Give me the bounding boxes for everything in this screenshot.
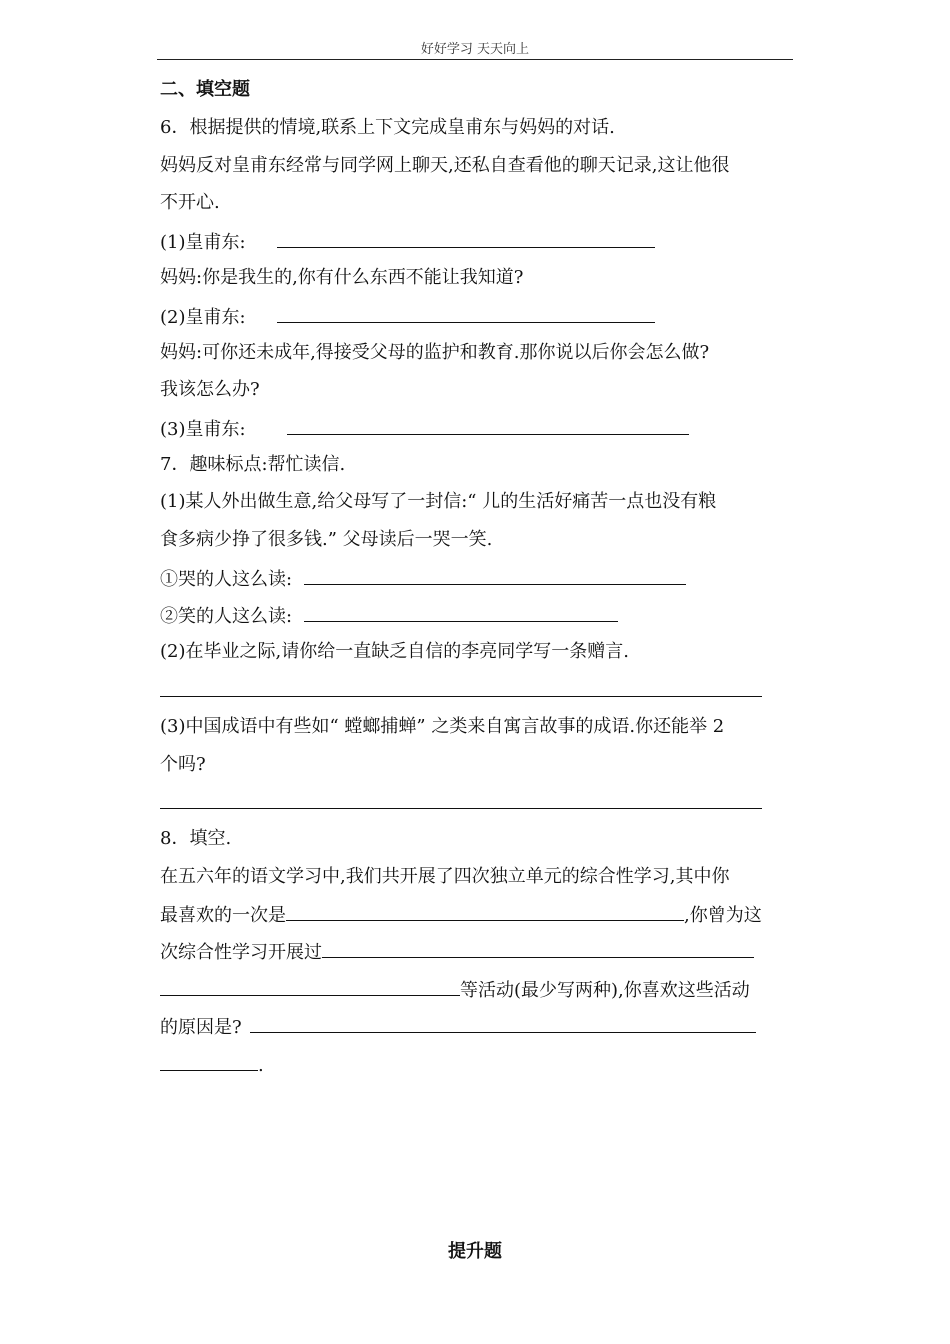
header-divider: [157, 59, 793, 60]
q7-part-1-line-1: (1)某人外出做生意,给父母写了一封信:“ 儿的生活好痛苦一点也没有粮: [160, 491, 717, 512]
q6-answer-2-blank[interactable]: [277, 304, 655, 323]
q7-cry-blank[interactable]: [304, 566, 686, 585]
q6-speaker-1-label: (1)皇甫东:: [160, 232, 246, 253]
q6-answer-1-blank[interactable]: [277, 229, 655, 248]
q8-favorite-label: 最喜欢的一次是: [160, 905, 286, 926]
q7-part-1-line-2: 食多病少挣了很多钱.” 父母读后一哭一笑.: [160, 529, 493, 550]
q6-mom-1: 妈妈:你是我生的,你有什么东西不能让我知道?: [160, 267, 524, 288]
q8-line-1: 在五六年的语文学习中,我们共开展了四次独立单元的综合性学习,其中你: [160, 866, 730, 887]
q8-line-4-text: 等活动(最少写两种),你喜欢这些活动: [460, 980, 750, 1001]
q8-activities-blank-1[interactable]: [322, 939, 754, 958]
q7-part-2-answer-blank[interactable]: [160, 696, 762, 697]
q7-part-2: (2)在毕业之际,请你给一直缺乏自信的李亮同学写一条赠言.: [160, 641, 629, 662]
q8-reason-blank-2[interactable]: [160, 1052, 258, 1071]
q8-line-4: [160, 977, 750, 1003]
q6-item-3: [160, 416, 689, 442]
q7-part-3-line-1: (3)中国成语中有些如“ 螳螂捕蝉” 之类来自寓言故事的成语.你还能举 2: [160, 716, 725, 737]
q6-answer-3-blank[interactable]: [287, 416, 689, 435]
q7-cry-label: ①哭的人这么读:: [160, 569, 293, 590]
q6-mom-2-line-1: 妈妈:可你还未成年,得接受父母的监护和教育.那你说以后你会怎么做?: [160, 342, 710, 363]
q7-laugh-label: ②笑的人这么读:: [160, 606, 293, 627]
q7-part-3-answer-blank[interactable]: [160, 808, 762, 809]
q8-favorite-blank[interactable]: [286, 902, 684, 921]
q8-line-2: [160, 902, 762, 928]
q6-speaker-3-label: (3)皇甫东:: [160, 419, 246, 440]
section-title: 二、填空题: [160, 79, 250, 100]
q7-title: 7．趣味标点:帮忙读信.: [160, 454, 346, 475]
q6-item-2: [160, 304, 655, 330]
q8-line-5: [160, 1014, 756, 1040]
q7-cry-item: [160, 566, 686, 592]
q8-activities-blank-2[interactable]: [160, 977, 460, 996]
page-header: 好好学习 天天向上: [420, 42, 530, 57]
q6-mom-2-line-2: 我该怎么办?: [160, 379, 260, 400]
footer-section-title: 提升题: [448, 1241, 502, 1262]
q7-laugh-item: [160, 603, 618, 629]
q6-title: 6．根据提供的情境,联系上下文完成皇甫东与妈妈的对话.: [160, 117, 615, 138]
q7-part-3-line-2: 个吗?: [160, 754, 206, 775]
q8-title: 8．填空.: [160, 828, 232, 849]
q6-context-line-1: 妈妈反对皇甫东经常与同学网上聊天,还私自查看他的聊天记录,这让他很: [160, 155, 730, 176]
q6-context-line-2: 不开心.: [160, 192, 220, 213]
q8-activities-label: 次综合性学习开展过: [160, 942, 322, 963]
q8-end-period: .: [258, 1055, 264, 1076]
q7-laugh-blank[interactable]: [304, 603, 618, 622]
q6-item-1: [160, 229, 655, 255]
q8-line-3: [160, 939, 754, 965]
q6-speaker-2-label: (2)皇甫东:: [160, 307, 246, 328]
q8-line-6: [160, 1052, 264, 1078]
q8-reason-blank-1[interactable]: [250, 1014, 756, 1033]
q8-line-2-continuation: ,你曾为这: [684, 905, 762, 926]
q8-reason-label: 的原因是?: [160, 1017, 242, 1038]
